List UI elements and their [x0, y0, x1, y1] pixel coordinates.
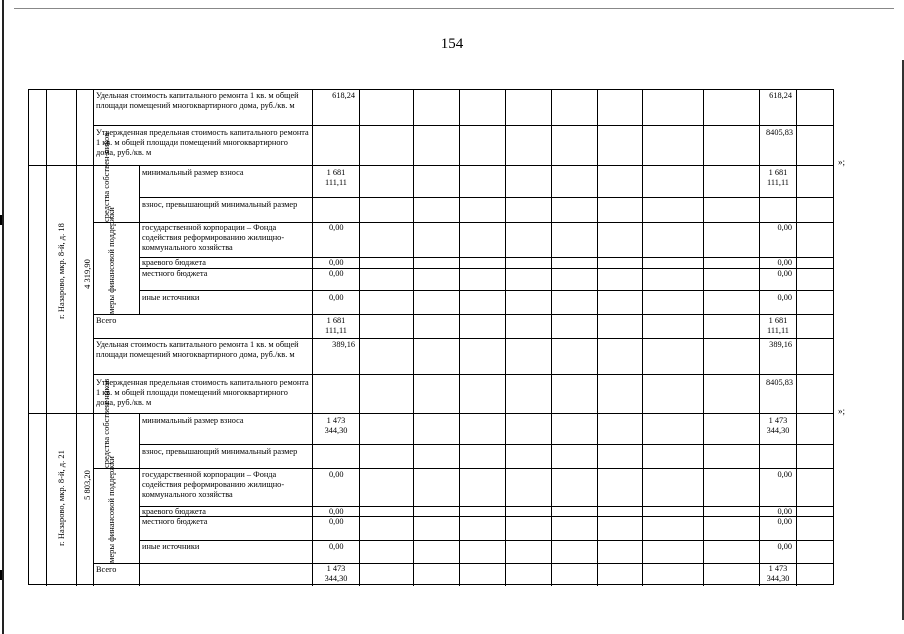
row-line	[93, 125, 834, 126]
col-line	[139, 165, 140, 314]
total-label: Всего	[96, 316, 117, 325]
local-budget-total: 0,00	[777, 269, 792, 278]
regional-budget-label: краевого бюджета	[142, 507, 206, 516]
owners-funds-label: средства собствен-ников	[101, 378, 111, 468]
local-budget-label: местного бюджета	[142, 517, 208, 526]
unit-cost-value: 618,24	[332, 91, 355, 100]
unit-cost-label: Удельная стоимость капитального ремонта 1 кв. м общей площади помещений многоквартирного дома, руб./кв. м	[96, 340, 299, 359]
row-line	[93, 374, 834, 375]
row-line	[29, 413, 834, 414]
row-line	[139, 290, 834, 291]
other-sources-total: 0,00	[777, 542, 792, 551]
total-value: 1 473 344,30	[324, 564, 348, 583]
min-contribution-total: 1 681 111,11	[767, 168, 789, 187]
excess-contribution-label: взнос, превышающий минимальный размер	[142, 200, 298, 209]
owners-funds-label: средства собствен-ников	[101, 132, 111, 222]
unit-cost-total: 618,24	[769, 91, 792, 100]
edge-tick	[0, 215, 2, 225]
row-line	[29, 165, 834, 166]
regional-budget-label: краевого бюджета	[142, 258, 206, 267]
row-line	[93, 338, 834, 339]
other-sources-value: 0,00	[329, 542, 344, 551]
local-budget-total: 0,00	[777, 517, 792, 526]
local-budget-value: 0,00	[329, 517, 344, 526]
other-sources-label: иные источники	[142, 542, 200, 551]
state-corp-label: государственной корпорации – Фонда содействия реформированию жилищно-коммунального хозяйства	[142, 223, 285, 252]
state-corp-total: 0,00	[777, 470, 792, 479]
unit-cost-value: 389,16	[332, 340, 355, 349]
page-number: 154	[440, 36, 464, 52]
closing-quote: »;	[838, 406, 846, 416]
limit-cost-label: Утвержденная предельная стоимость капитального ремонта 1 кв. м общей площади помещений многоквартирного дома, руб./кв. м	[96, 378, 309, 407]
state-corp-label: государственной корпорации – Фонда содействия реформированию жилищно-коммунального хозяйства	[142, 470, 285, 499]
min-contribution-label: минимальный размер взноса	[142, 168, 244, 177]
min-contribution-value: 1 681 111,11	[325, 168, 347, 187]
min-contribution-label: минимальный размер взноса	[142, 416, 244, 425]
scan-left-edge	[2, 0, 4, 634]
area-label: 5 803,20	[82, 470, 92, 500]
row-line	[93, 314, 834, 315]
total-value: 1 681 111,11	[325, 316, 347, 335]
unit-cost-label: Удельная стоимость капитального ремонта 1 кв. м общей площади помещений многоквартирного дома, руб./кв. м	[96, 91, 299, 110]
capital-repair-table	[28, 89, 834, 585]
area-label: 4 319,90	[82, 259, 92, 289]
state-corp-value: 0,00	[329, 223, 344, 232]
row-line	[139, 197, 834, 198]
total-total: 1 473 344,30	[766, 564, 790, 583]
other-sources-label: иные источники	[142, 293, 200, 302]
row-line	[139, 444, 834, 445]
address-label: г. Назарово, мкр. 8-й, д. 21	[56, 450, 66, 546]
regional-budget-total: 0,00	[777, 258, 792, 267]
edge-tick	[0, 570, 2, 580]
min-contribution-value: 1 473 344,30	[324, 416, 348, 435]
state-corp-value: 0,00	[329, 470, 344, 479]
other-sources-value: 0,00	[329, 293, 344, 302]
regional-budget-value: 0,00	[329, 258, 344, 267]
local-budget-label: местного бюджета	[142, 269, 208, 278]
total-total: 1 681 111,11	[767, 316, 789, 335]
row-line	[93, 468, 834, 469]
state-corp-total: 0,00	[777, 223, 792, 232]
closing-quote: »;	[838, 157, 846, 167]
limit-cost-total: 8405,83	[766, 378, 793, 387]
unit-cost-total: 389,16	[769, 340, 792, 349]
excess-contribution-label: взнос, превышающий минимальный размер	[142, 447, 298, 456]
row-line	[93, 563, 834, 564]
min-contribution-total: 1 473 344,30	[766, 416, 790, 435]
regional-budget-total: 0,00	[777, 507, 792, 516]
total-label: Всего	[96, 565, 117, 574]
col-line	[139, 413, 140, 586]
scan-top-edge	[14, 8, 894, 9]
other-sources-total: 0,00	[777, 293, 792, 302]
support-label: меры финансовой поддержки	[106, 207, 116, 314]
local-budget-value: 0,00	[329, 269, 344, 278]
limit-cost-label: Утвержденная предельная стоимость капитального ремонта 1 кв. м общей площади помещений многоквартирного дома, руб./кв. м	[96, 128, 309, 157]
limit-cost-total: 8405,83	[766, 128, 793, 137]
address-label: г. Назарово, мкр. 8-й, д. 18	[56, 223, 66, 319]
support-label: меры финансовой поддержки	[106, 456, 116, 563]
row-line	[139, 540, 834, 541]
regional-budget-value: 0,00	[329, 507, 344, 516]
